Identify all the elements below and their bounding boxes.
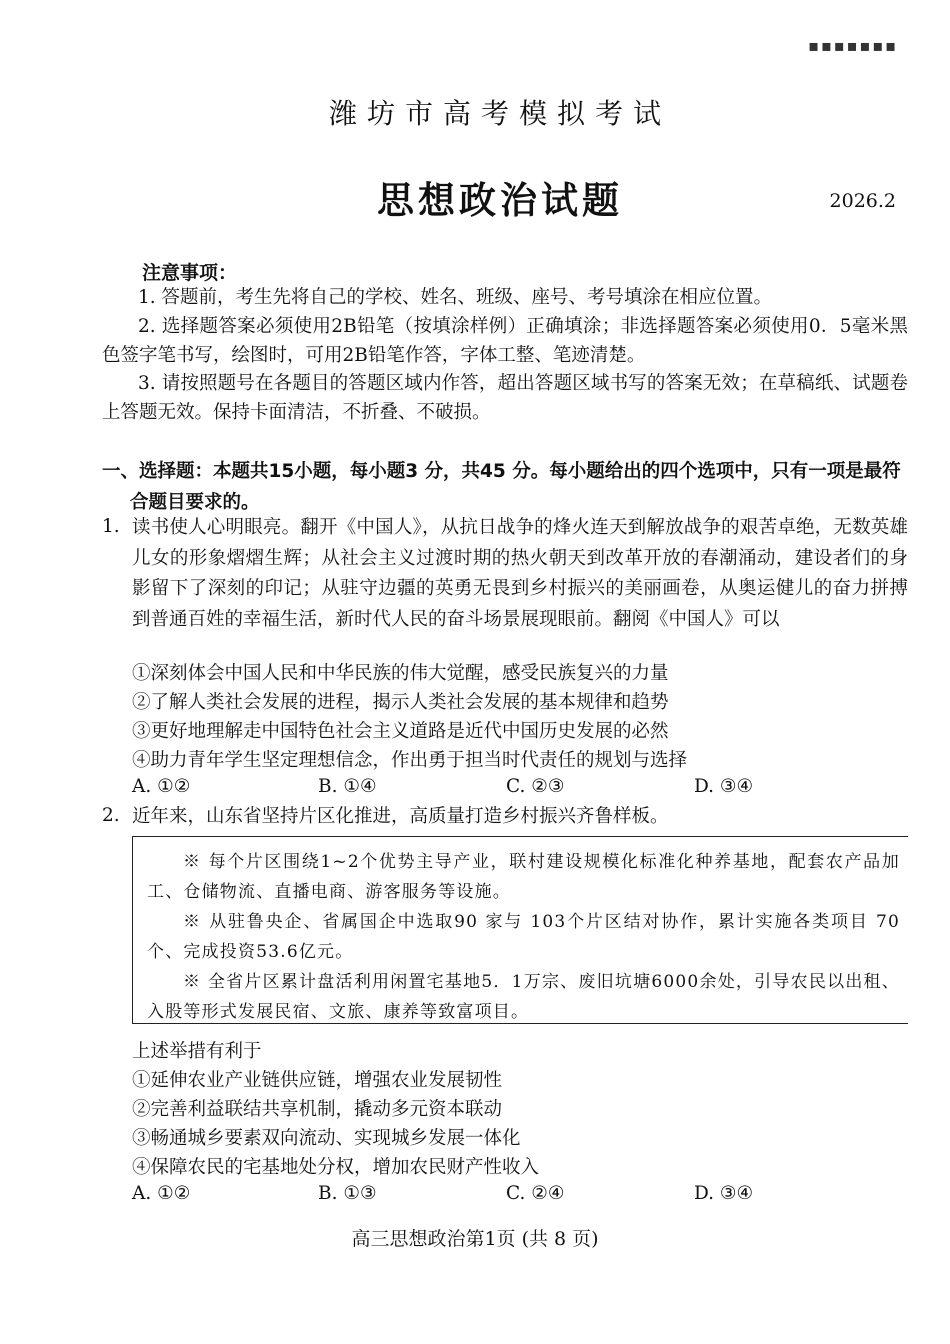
page-footer: 高三思想政治第1页 (共 8 页) <box>351 1228 599 1250</box>
question-1-statement-2: ②了解人类社会发展的进程，揭示人类社会发展的基本规律和趋势 <box>132 692 669 713</box>
subject-title: 思想政治试题 <box>377 179 623 222</box>
question-2-stem: 近年来，山东省坚持片区化推进，高质量打造乡村振兴齐鲁样板。 <box>132 806 669 827</box>
material-item-2: ※ 从驻鲁央企、省属国企中选取90 家与 103个片区结对协作，累计实施各类项目 70 个、完成投资53.6亿元。 <box>147 912 900 962</box>
question-1-statement-3: ③更好地理解走中国特色社会主义道路是近代中国历史发展的必然 <box>132 721 669 742</box>
question-2-statement-3: ③畅通城乡要素双向流动、实现城乡发展一体化 <box>132 1128 521 1149</box>
question-2-statement-1: ①延伸农业产业链供应链，增强农业发展韧性 <box>132 1070 503 1091</box>
question-1-number: 1. <box>102 516 120 537</box>
question-2-choice-c: C. ②④ <box>506 1183 565 1204</box>
question-2-statement-4: ④保障农民的宅基地处分权，增加农民财产性收入 <box>132 1157 540 1178</box>
question-2-choice-a: A. ①② <box>132 1183 191 1204</box>
exam-date: 2026.2 <box>829 190 896 212</box>
notice-item-3: 3. 请按照题号在各题目的答题区域内作答，超出答题区域书写的答案无效；在草稿纸、试题卷上答题无效。保持卡面清洁，不折叠、不破损。 <box>102 373 908 423</box>
question-2-number: 2. <box>102 805 120 826</box>
exam-title: 潍坊市高考模拟考试 <box>328 97 671 130</box>
material-item-1: ※ 每个片区围绕1~2个优势主导产业，联村建设规模化标准化种养基地，配套农产品加工、仓储物流、直播电商、游客服务等设施。 <box>147 852 900 902</box>
section-heading: 一、选择题：本题共15小题，每小题3 分，共45 分。每小题给出的四个选项中，只有一项是最符合题目要求的。 <box>102 461 901 513</box>
question-1-choice-b: B. ①④ <box>318 776 377 797</box>
question-1-choice-a: A. ①② <box>132 776 191 797</box>
material-item-3: ※ 全省片区累计盘活利用闲置宅基地5．1万宗、废旧坑塘6000余处，引导农民以出租、入股等形式发展民宿、文旅、康养等致富项目。 <box>147 972 900 1022</box>
question-1-choice-c: C. ②③ <box>506 776 565 797</box>
notice-heading: 注意事项： <box>142 262 238 284</box>
question-1-statement-1: ①深刻体会中国人民和中华民族的伟大觉醒，感受民族复兴的力量 <box>132 663 669 684</box>
top-corner-mark: ▪▪▪▪▪▪▪ <box>808 36 898 55</box>
notice-item-1: 1. 答题前，考生先将自己的学校、姓名、班级、座号、考号填涂在相应位置。 <box>138 287 773 308</box>
question-1-choice-d: D. ③④ <box>694 776 754 797</box>
question-2-lead: 上述举措有利于 <box>132 1041 262 1062</box>
question-2-choice-b: B. ①③ <box>318 1183 377 1204</box>
material-box <box>132 836 908 1024</box>
question-1-statement-4: ④助力青年学生坚定理想信念，作出勇于担当时代责任的规划与选择 <box>132 750 688 771</box>
question-2-choice-d: D. ③④ <box>694 1183 754 1204</box>
notice-item-2: 2. 选择题答案必须使用2B铅笔（按填涂样例）正确填涂；非选择题答案必须使用0．5毫米黑色签字笔书写，绘图时，可用2B铅笔作答，字体工整、笔迹清楚。 <box>102 316 908 366</box>
question-1-stem: 读书使人心明眼亮。翻开《中国人》，从抗日战争的烽火连天到解放战争的艰苦卓绝，无数英雄儿女的形象熠熠生辉；从社会主义过渡时期的热火朝天到改革开放的春潮涌动，建设者们的身影留下了深刻的印记；从驻守边疆的英勇无畏到乡村振兴的美丽画卷，从奥运健儿的奋力拼搏到普通百姓的幸福生活，新时代人民的奋斗场景展现眼前。翻阅《中国人》可以 <box>132 517 908 630</box>
question-2-statement-2: ②完善利益联结共享机制，撬动多元资本联动 <box>132 1099 503 1120</box>
